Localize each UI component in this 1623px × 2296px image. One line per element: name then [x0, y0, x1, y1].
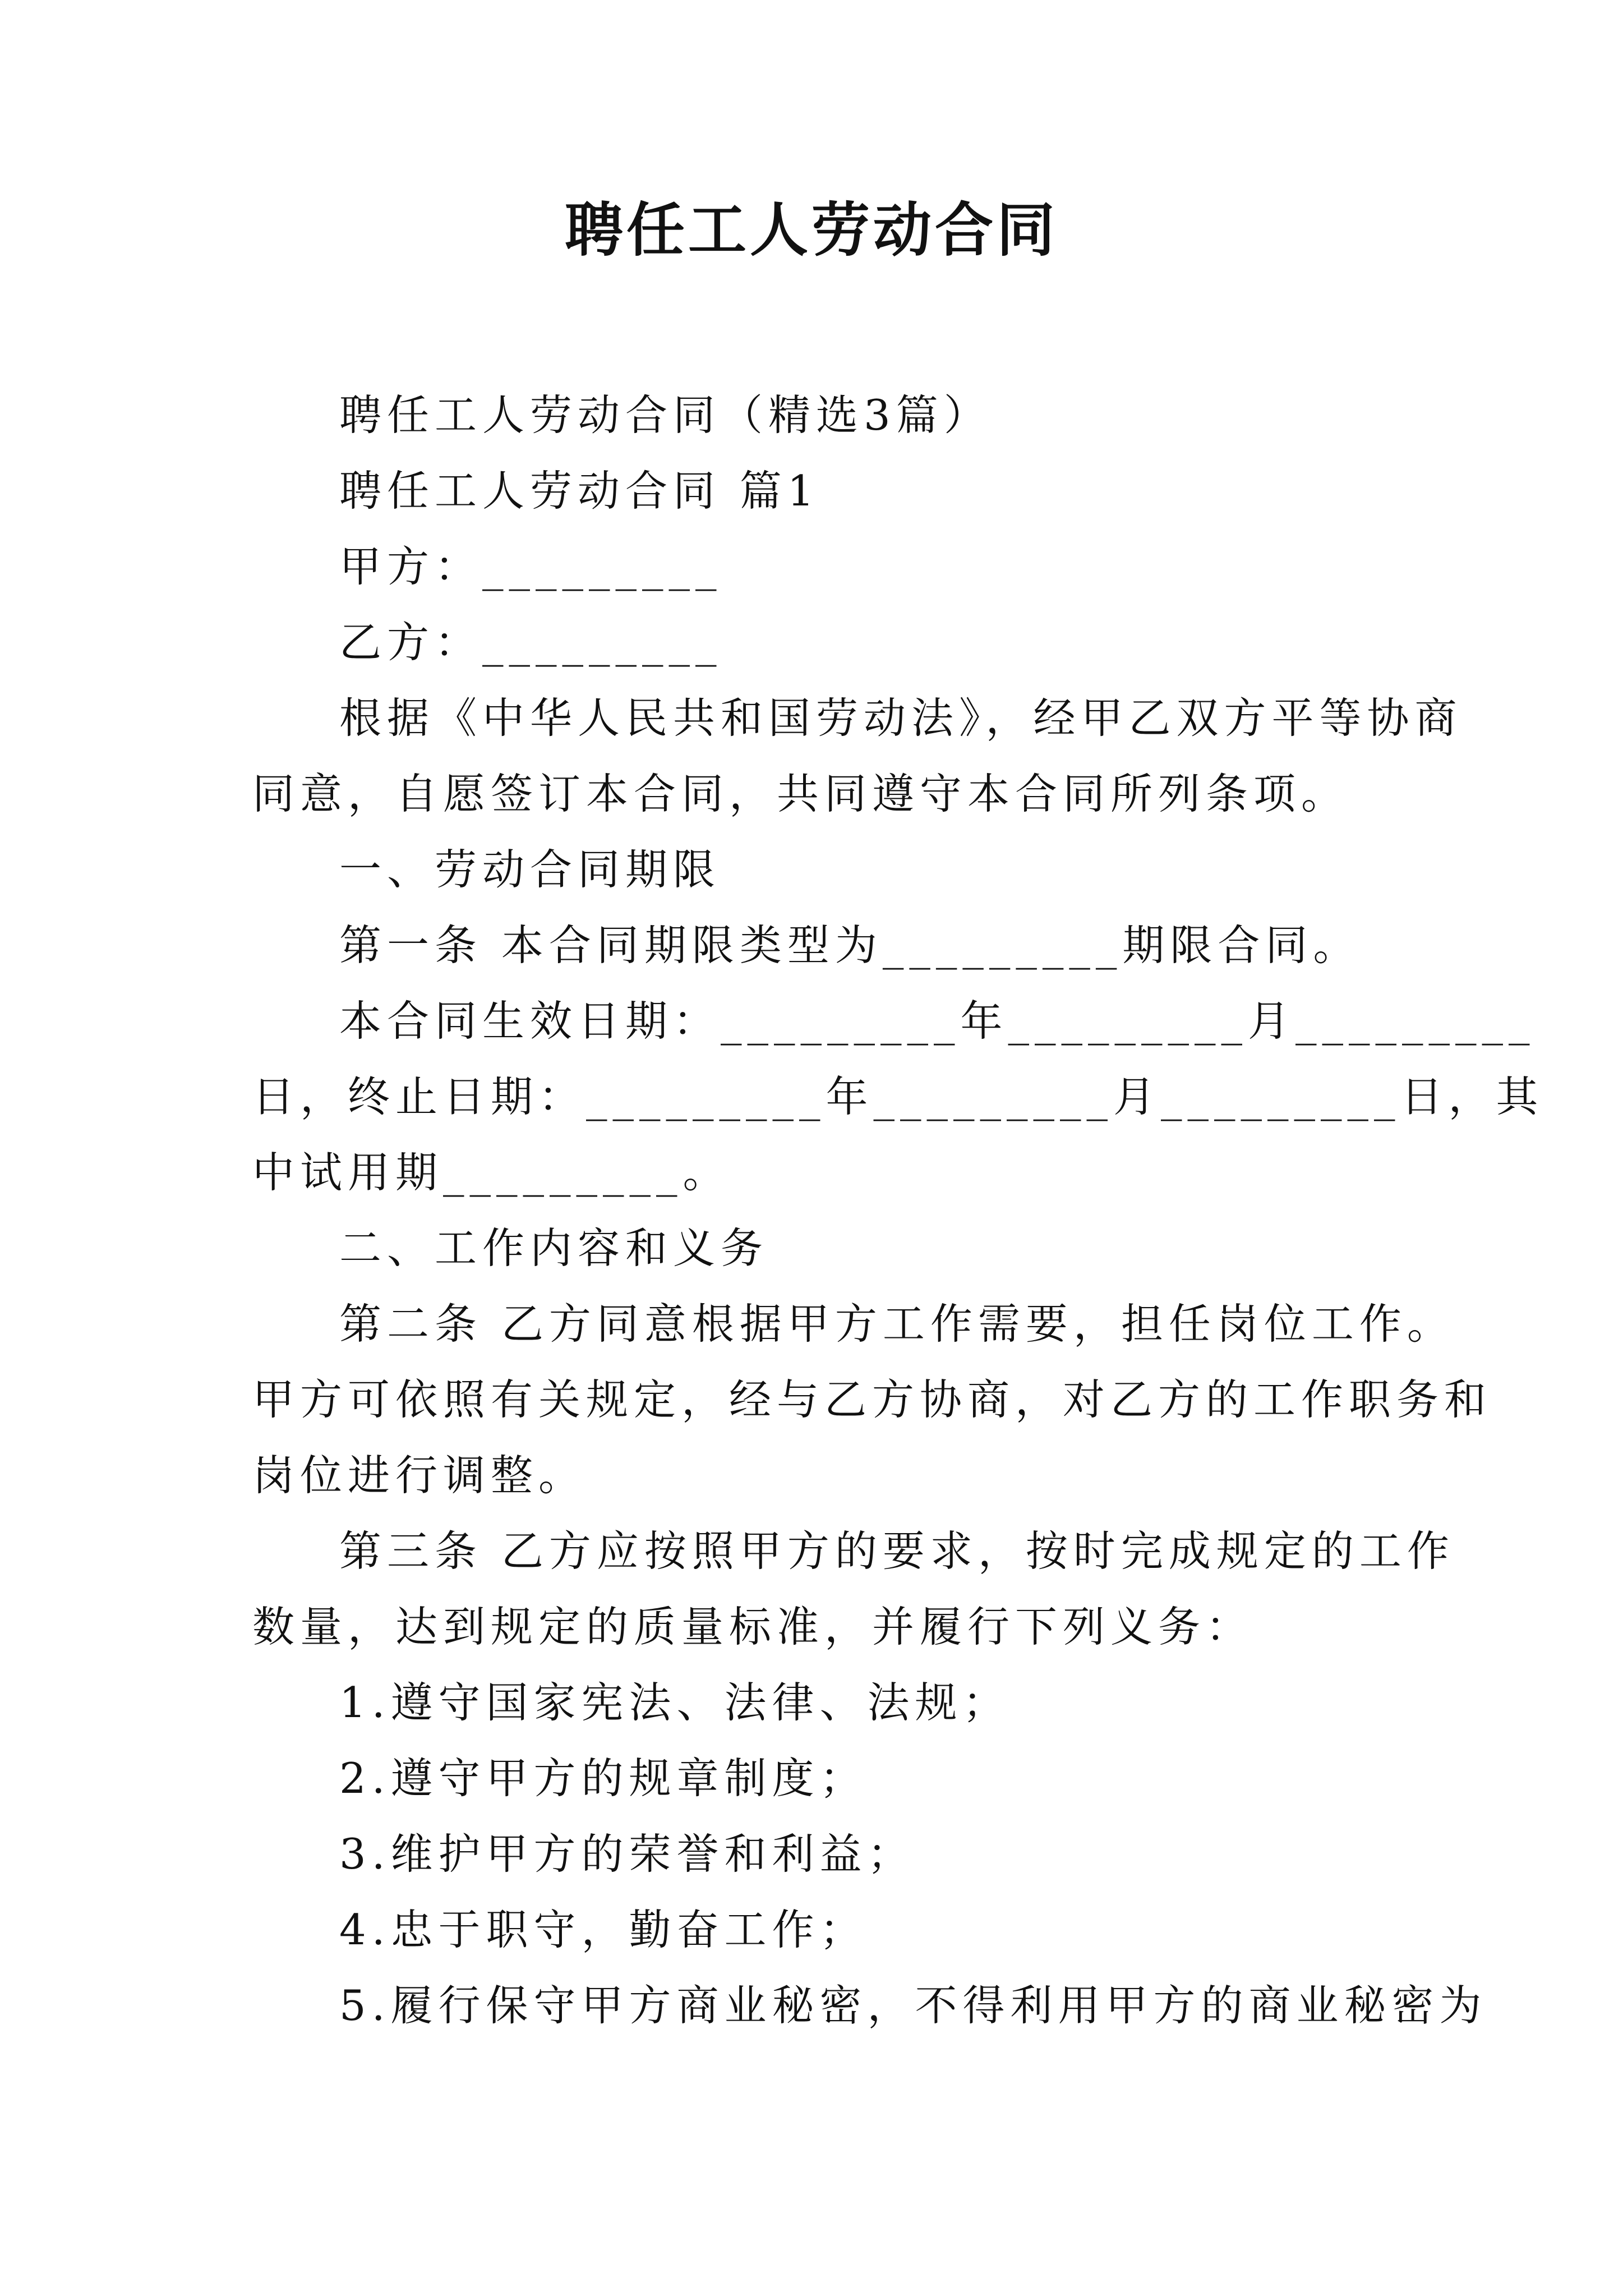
text-line: 本合同生效日期：_________年_________月_________: [339, 996, 1536, 1046]
text-line: 同意，自愿签订本合同，共同遵守本合同所列条项。: [252, 769, 1349, 818]
text-line: 根据《中华人民共和国劳动法》，经甲乙双方平等协商: [339, 693, 1463, 743]
document-title: 聘任工人劳动合同: [564, 195, 1058, 264]
text-line: 数量，达到规定的质量标准，并履行下列义务：: [252, 1602, 1254, 1651]
text-line: 3.维护甲方的荣誉和利益；: [339, 1829, 915, 1879]
text-line: 一、劳动合同期限: [339, 845, 721, 894]
text-line: 日，终止日期：_________年_________月_________日，其: [252, 1072, 1544, 1121]
text-line: 第三条 乙方应按照甲方的要求，按时完成规定的工作: [339, 1526, 1455, 1576]
text-line: 中试用期_________。: [252, 1148, 731, 1197]
text-line: 岗位进行调整。: [252, 1451, 587, 1500]
text-line: 2.遵守甲方的规章制度；: [339, 1754, 868, 1803]
text-line: 5.履行保守甲方商业秘密，不得利用甲方的商业秘密为: [339, 1981, 1487, 2030]
text-line: 第一条 本合同期限类型为_________期限合同。: [339, 921, 1361, 970]
text-line: 4.忠于职守，勤奋工作；: [339, 1905, 868, 1954]
text-line: 1.遵守国家宪法、法律、法规；: [339, 1678, 1011, 1727]
text-line: 甲方可依照有关规定，经与乙方协商，对乙方的工作职务和: [252, 1375, 1492, 1424]
text-line: 乙方：_________: [339, 618, 722, 667]
text-line: 聘任工人劳动合同 篇1: [339, 466, 820, 516]
text-line: 聘任工人劳动合同（精选3篇）: [339, 390, 992, 440]
text-line: 甲方：_________: [339, 542, 722, 591]
text-line: 二、工作内容和义务: [339, 1223, 769, 1273]
text-line: 第二条 乙方同意根据甲方工作需要，担任岗位工作。: [339, 1299, 1455, 1349]
